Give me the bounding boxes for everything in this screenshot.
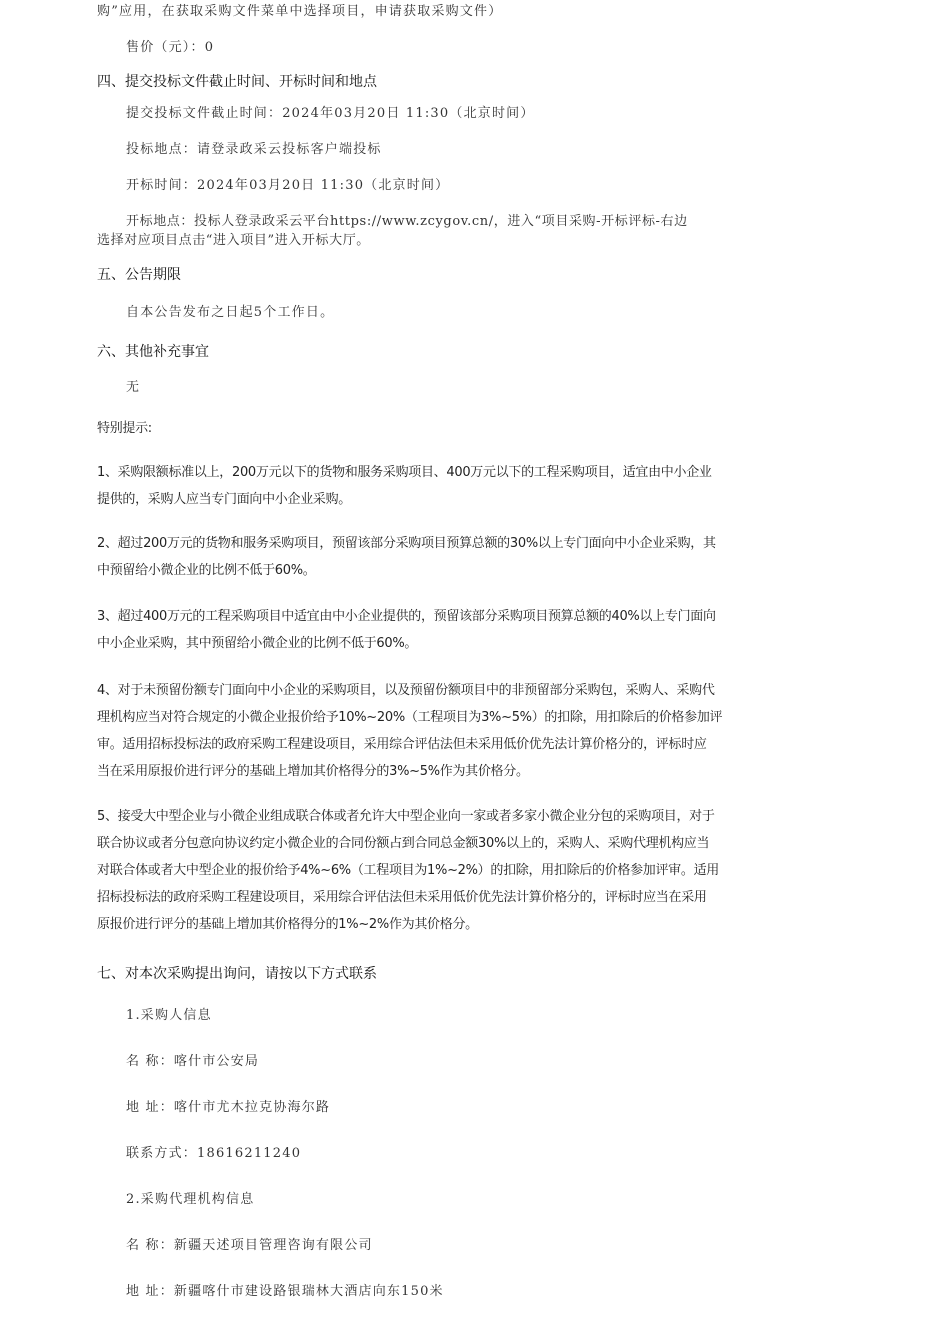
section-4-title: 四、提交投标文件截止时间、开标时间和地点 bbox=[97, 74, 377, 90]
agency-name: 名 称：新疆天述项目管理咨询有限公司 bbox=[126, 1238, 373, 1253]
purchaser-address: 地 址：喀什市尤木拉克协海尔路 bbox=[126, 1100, 331, 1115]
special-item-3 bbox=[97, 603, 757, 657]
special-item-line: 2、超过200万元的货物和服务采购项目，预留该部分采购项目预算总额的30%以上专门面向中小企业采购，其 bbox=[97, 536, 716, 551]
special-item-line: 理机构应当对符合规定的小微企业报价给予10%~20%（工程项目为3%~5%）的扣除，用扣除后的价格参加评 bbox=[97, 710, 723, 725]
agency-heading: 2.采购代理机构信息 bbox=[126, 1192, 255, 1207]
special-item-line: 5、接受大中型企业与小微企业组成联合体或者允许大中型企业向一家或者多家小微企业分包的采购项目，对于 bbox=[97, 809, 715, 824]
open-place-text: 开标地点：投标人登录政采云平台https://www.zcygov.cn/，进入“项目采购-开标评标-右边 bbox=[126, 214, 688, 229]
section-7-title: 七、对本次采购提出询问，请按以下方式联系 bbox=[97, 966, 377, 982]
purchaser-heading: 1.采购人信息 bbox=[126, 1008, 212, 1023]
special-item-line: 4、对于未预留份额专门面向中小企业的采购项目，以及预留份额项目中的非预留部分采购包，采购人、采购代 bbox=[97, 683, 715, 698]
special-item-line: 中小企业采购，其中预留给小微企业的比例不低于60%。 bbox=[97, 636, 418, 651]
section-5-title: 五、公告期限 bbox=[97, 267, 181, 283]
special-item-line: 原报价进行评分的基础上增加其价格得分的1%~2%作为其价格分。 bbox=[97, 917, 478, 932]
special-item-line: 1、采购限额标准以上，200万元以下的货物和服务采购项目、400万元以下的工程采购项目，适宜由中小企业 bbox=[97, 465, 712, 480]
special-item-1 bbox=[97, 459, 757, 513]
special-item-line: 审。适用招标投标法的政府采购工程建设项目，采用综合评估法但未采用低价优先法计算价格分的，评标时应 bbox=[97, 737, 707, 752]
purchaser-name: 名 称：喀什市公安局 bbox=[126, 1054, 260, 1069]
text-line: 购”应用，在获取采购文件菜单中选择项目，申请获取采购文件） bbox=[97, 4, 503, 19]
special-notice-title: 特别提示: bbox=[97, 421, 152, 436]
announcement-period-text: 自本公告发布之日起5个工作日。 bbox=[126, 305, 335, 320]
special-item-line: 联合协议或者分包意向协议约定小微企业的合同份额占到合同总金额30%以上的，采购人、采购代理机构应当 bbox=[97, 836, 710, 851]
open-place-text-cont: 选择对应项目点击“进入项目”进入开标大厅。 bbox=[97, 233, 370, 248]
special-item-4 bbox=[97, 677, 757, 785]
special-item-line: 中预留给小微企业的比例不低于60%。 bbox=[97, 563, 316, 578]
special-item-line: 提供的，采购人应当专门面向中小企业采购。 bbox=[97, 492, 352, 507]
special-item-5 bbox=[97, 803, 757, 938]
special-item-line: 招标投标法的政府采购工程建设项目，采用综合评估法但未采用低价优先法计算价格分的，评标时应当在采用 bbox=[97, 890, 707, 905]
deadline-text: 提交投标文件截止时间：2024年03月20日 11:30（北京时间） bbox=[126, 106, 535, 121]
open-time-text: 开标时间：2024年03月20日 11:30（北京时间） bbox=[126, 178, 450, 193]
other-matters-text: 无 bbox=[126, 380, 141, 395]
special-item-line: 3、超过400万元的工程采购项目中适宜由中小企业提供的，预留该部分采购项目预算总额的40%以上专门面向 bbox=[97, 609, 716, 624]
bid-place-text: 投标地点：请登录政采云投标客户端投标 bbox=[126, 142, 382, 157]
special-item-2 bbox=[97, 530, 757, 584]
price-text: 售价（元）：0 bbox=[126, 40, 215, 55]
agency-address: 地 址：新疆喀什市建设路银瑞林大酒店向东150米 bbox=[126, 1284, 444, 1299]
special-item-line: 对联合体或者大中型企业的报价给予4%~6%（工程项目为1%~2%）的扣除，用扣除后的价格参加评审。适用 bbox=[97, 863, 719, 878]
section-6-title: 六、其他补充事宜 bbox=[97, 344, 209, 360]
purchaser-contact: 联系方式：18616211240 bbox=[126, 1146, 302, 1161]
special-item-line: 当在采用原报价进行评分的基础上增加其价格得分的3%~5%作为其价格分。 bbox=[97, 764, 529, 779]
